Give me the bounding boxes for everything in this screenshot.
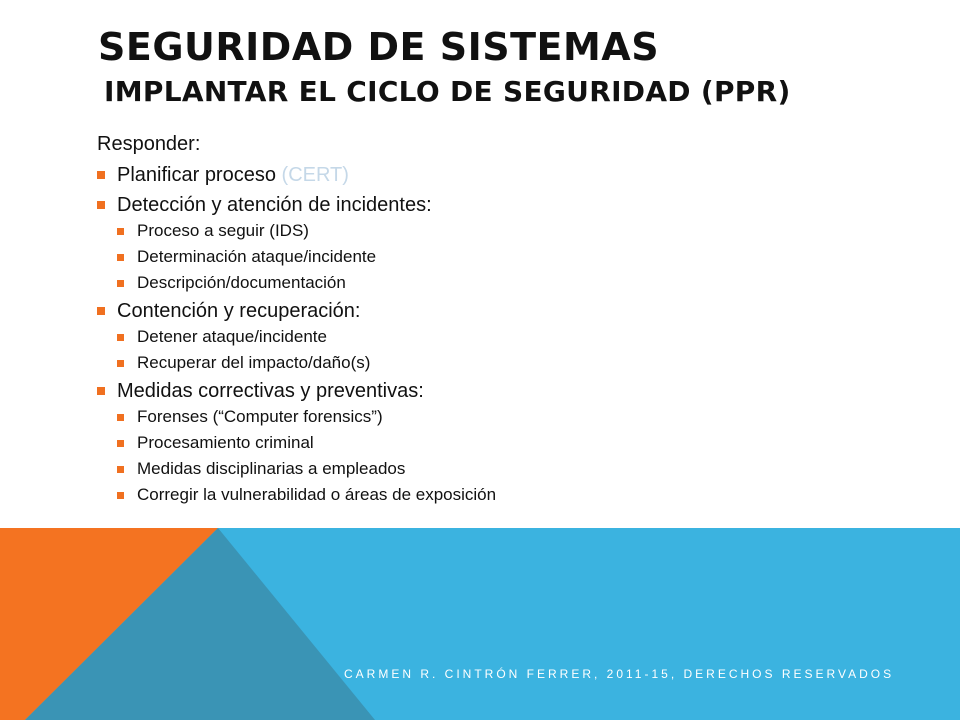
sub-list-item xyxy=(117,458,897,480)
slide-title: SEGURIDAD DE SISTEMAS xyxy=(98,25,660,69)
sub-list-item-text: Detener ataque/incidente xyxy=(137,327,327,346)
sub-list-item xyxy=(117,352,897,374)
square-bullet-icon xyxy=(117,466,124,473)
decorative-banner xyxy=(0,528,960,720)
list-item xyxy=(97,162,897,188)
sub-list-item-text: Proceso a seguir (IDS) xyxy=(137,221,309,240)
square-bullet-icon xyxy=(97,171,105,179)
sub-list-item xyxy=(117,272,897,294)
square-bullet-icon xyxy=(117,254,124,261)
square-bullet-icon xyxy=(117,334,124,341)
sub-list-item-text: Descripción/documentación xyxy=(137,273,346,292)
sub-list-item-text: Recuperar del impacto/daño(s) xyxy=(137,353,371,372)
square-bullet-icon xyxy=(117,492,124,499)
sub-list-item-text: Determinación ataque/incidente xyxy=(137,247,377,266)
list-item-note: (CERT) xyxy=(281,164,349,186)
square-bullet-icon xyxy=(97,201,105,209)
sub-list-item-text: Medidas disciplinarias a empleados xyxy=(137,459,406,478)
sub-list-item xyxy=(117,220,897,242)
list-item-text: Planificar proceso xyxy=(117,164,276,186)
sub-list-item-text: Forenses (“Computer forensics”) xyxy=(137,407,383,426)
list-item-text: Contención y recuperación: xyxy=(117,300,361,322)
content-heading: Responder: xyxy=(97,133,201,155)
square-bullet-icon xyxy=(97,387,105,395)
square-bullet-icon xyxy=(117,228,124,235)
square-bullet-icon xyxy=(117,414,124,421)
slide-title-block xyxy=(98,24,940,110)
list-item-text: Detección y atención de incidentes: xyxy=(117,194,432,216)
sub-list-item xyxy=(117,406,897,428)
sub-list-item xyxy=(117,246,897,268)
list-item xyxy=(97,378,897,506)
sub-list-item xyxy=(117,484,897,506)
sub-list-item xyxy=(117,326,897,348)
bullet-list xyxy=(97,162,897,506)
list-item xyxy=(97,192,897,294)
slide-footer: CARMEN R. CINTRÓN FERRER, 2011-15, DERECHOS RESERVADOS xyxy=(344,667,895,681)
list-item xyxy=(97,298,897,374)
square-bullet-icon xyxy=(117,440,124,447)
square-bullet-icon xyxy=(117,280,124,287)
slide-subtitle: IMPLANTAR EL CICLO DE SEGURIDAD (PPR) xyxy=(104,75,791,108)
square-bullet-icon xyxy=(97,307,105,315)
list-item-text: Medidas correctivas y preventivas: xyxy=(117,380,424,402)
sub-list xyxy=(117,406,897,506)
sub-list-item-text: Procesamiento criminal xyxy=(137,433,314,452)
sub-list-item xyxy=(117,432,897,454)
slide-content xyxy=(97,130,897,510)
square-bullet-icon xyxy=(117,360,124,367)
sub-list xyxy=(117,326,897,374)
sub-list-item-text: Corregir la vulnerabilidad o áreas de exposición xyxy=(137,485,497,504)
sub-list xyxy=(117,220,897,294)
